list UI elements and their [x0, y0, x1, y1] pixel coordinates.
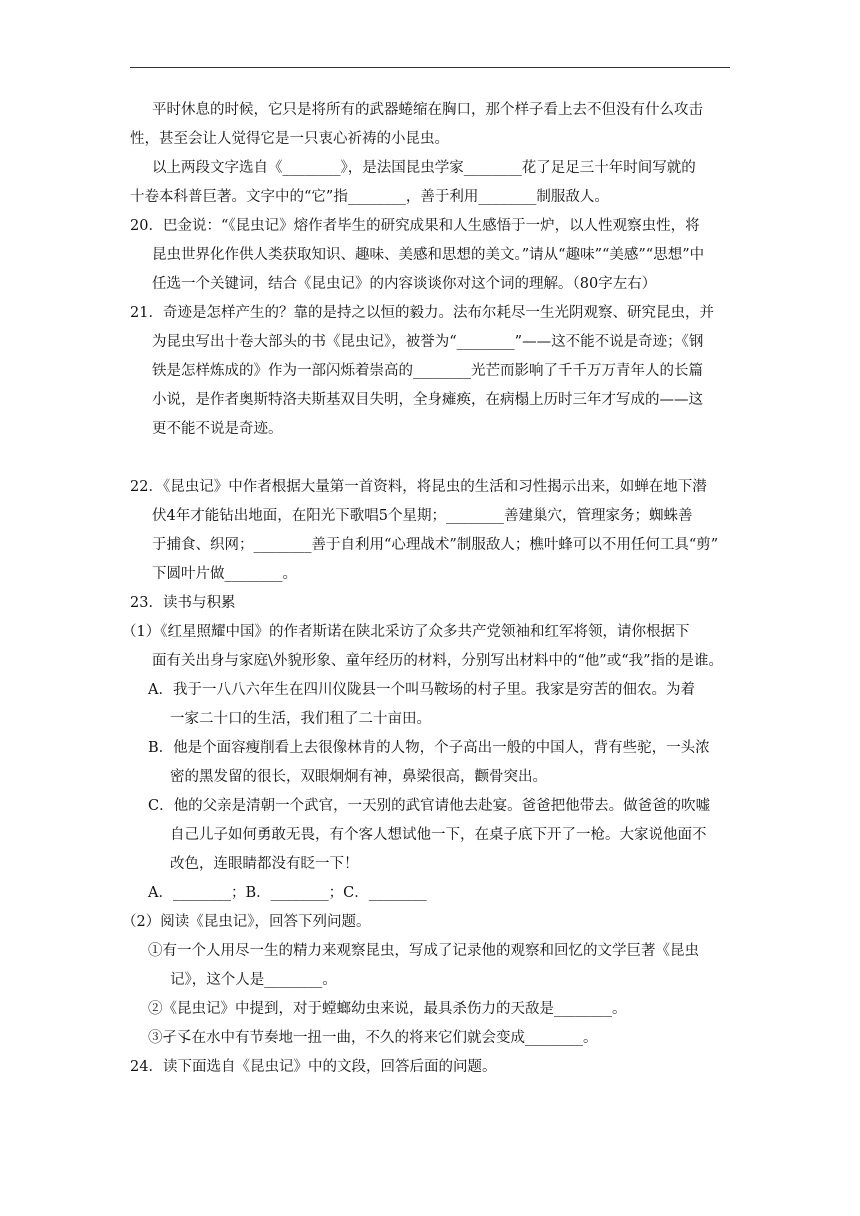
- q20-line: 任选一个关键词，结合《昆虫记》的内容谈谈你对这个词的理解。（80字左右）: [152, 276, 657, 292]
- q23-option-c-line: C．他的父亲是清朝一个武官，一天别的武官请他去赴宴。爸爸把他带去。做爸爸的吹嘘: [148, 798, 711, 814]
- q23-item1-line: 记》，这个人是________。: [170, 972, 337, 988]
- q20-line: 20．巴金说：“《昆虫记》熔作者毕生的研究成果和人生感悟于一炉，以人性观察虫性，将: [130, 218, 700, 234]
- q23-option-a-line: A．我于一八八六年生在四川仪陇县一个叫马鞍场的村子里。我家是穷苦的佃农。为着: [148, 682, 695, 698]
- q23-option-a-line: 一家二十口的生活，我们租了二十亩田。: [170, 711, 431, 727]
- intro-line: 性，甚至会让人觉得它是一只衷心祈祷的小昆虫。: [130, 131, 449, 147]
- q21-line: 为昆虫写出十卷大部头的书《昆虫记》，被誉为“________”——这不能不说是奇迹；《钢: [152, 334, 704, 350]
- q23-item1-line: ①有一个人用尽一生的精力来观察昆虫，写成了记录他的观察和回忆的文学巨著《昆虫: [148, 943, 699, 959]
- q22-line: 伏4年才能钻出地面，在阳光下歌唱5个星期；________善建巢穴，管理家务；蜘蛛善: [152, 508, 693, 524]
- q23-heading: 23．读书与积累: [130, 595, 236, 611]
- q23-part1-line: （1）《红星照耀中国》的作者斯诺在陕北采访了众多共产党领袖和红军将领，请你根据下: [122, 624, 690, 640]
- intro-line: 平时休息的时候，它只是将所有的武器蜷缩在胸口，那个样子看上去不但没有什么攻击: [152, 102, 703, 118]
- q21-line: 更不能不说是奇迹。: [152, 421, 283, 437]
- document-body: [122, 96, 730, 1082]
- q23-item2-line: ②《昆虫记》中提到，对于螳螂幼虫来说，最具杀伤力的天敌是________。: [148, 1001, 627, 1017]
- spacer: [130, 444, 730, 473]
- q23-option-b-line: B．他是个面容瘦削看上去很像林肯的人物，个子高出一般的中国人，背有些驼，一头浓: [148, 740, 710, 756]
- question-24: 24．读下面选自《昆虫记》中的文段，回答后面的问题。: [130, 1059, 497, 1075]
- q19-line: 十卷本科普巨著。文字中的“它”指________，善于利用________制服敌人。: [130, 189, 609, 205]
- q19-line: 以上两段文字选自《________》，是法国昆虫学家________花了足足三十年时间写就的: [152, 160, 696, 176]
- q23-part2-heading: （2）阅读《昆虫记》，回答下列问题。: [122, 914, 371, 930]
- q23-item3-line: ③孑孓在水中有节奏地一扭一曲，不久的将来它们就会变成________。: [148, 1030, 598, 1046]
- q23-option-c-line: 改色，连眼睛都没有眨一下！: [170, 856, 359, 872]
- question-20: [130, 212, 730, 299]
- q23-option-c-line: 自己儿子如何勇敢无畏，有个客人想试他一下，在桌子底下开了一枪。大家说他面不: [170, 827, 707, 843]
- q23-answer-line: A．________；B．________；C．________: [148, 885, 427, 901]
- header-rule: [130, 67, 730, 68]
- question-21: [130, 299, 730, 444]
- question-23: [122, 589, 730, 1053]
- q23-option-b-line: 密的黑发留的很长，双眼炯炯有神，鼻梁很高，颧骨突出。: [170, 769, 547, 785]
- q22-line: 于捕食、织网；________善于自利用“心理战术”制服敌人；樵叶蜂可以不用任何工具“剪”: [152, 537, 719, 553]
- q21-line: 铁是怎样炼成的》作为一部闪烁着崇高的________光芒而影响了千千万万青年人的长篇: [152, 363, 703, 379]
- q21-line: 21．奇迹是怎样产生的？靠的是持之以恒的毅力。法布尔耗尽一生光阴观察、研究昆虫，并: [130, 305, 714, 321]
- question-22: [130, 473, 730, 589]
- q22-line: 下圆叶片做________。: [152, 566, 297, 582]
- q20-line: 昆虫世界化作供人类获取知识、趣味、美感和思想的美文。”请从“趣味”“美感”“思想”中: [152, 247, 705, 263]
- q23-part1-line: 面有关出身与家庭\外貌形象、童年经历的材料，分别写出材料中的“他”或“我”指的是谁。: [152, 653, 724, 669]
- q22-line: 22．《昆虫记》中作者根据大量第一首资料，将昆虫的生活和习性揭示出来，如蝉在地下潜: [130, 479, 707, 495]
- q21-line: 小说，是作者奥斯特洛夫斯基双目失明，全身瘫痪，在病榻上历时三年才写成的——这: [152, 392, 703, 408]
